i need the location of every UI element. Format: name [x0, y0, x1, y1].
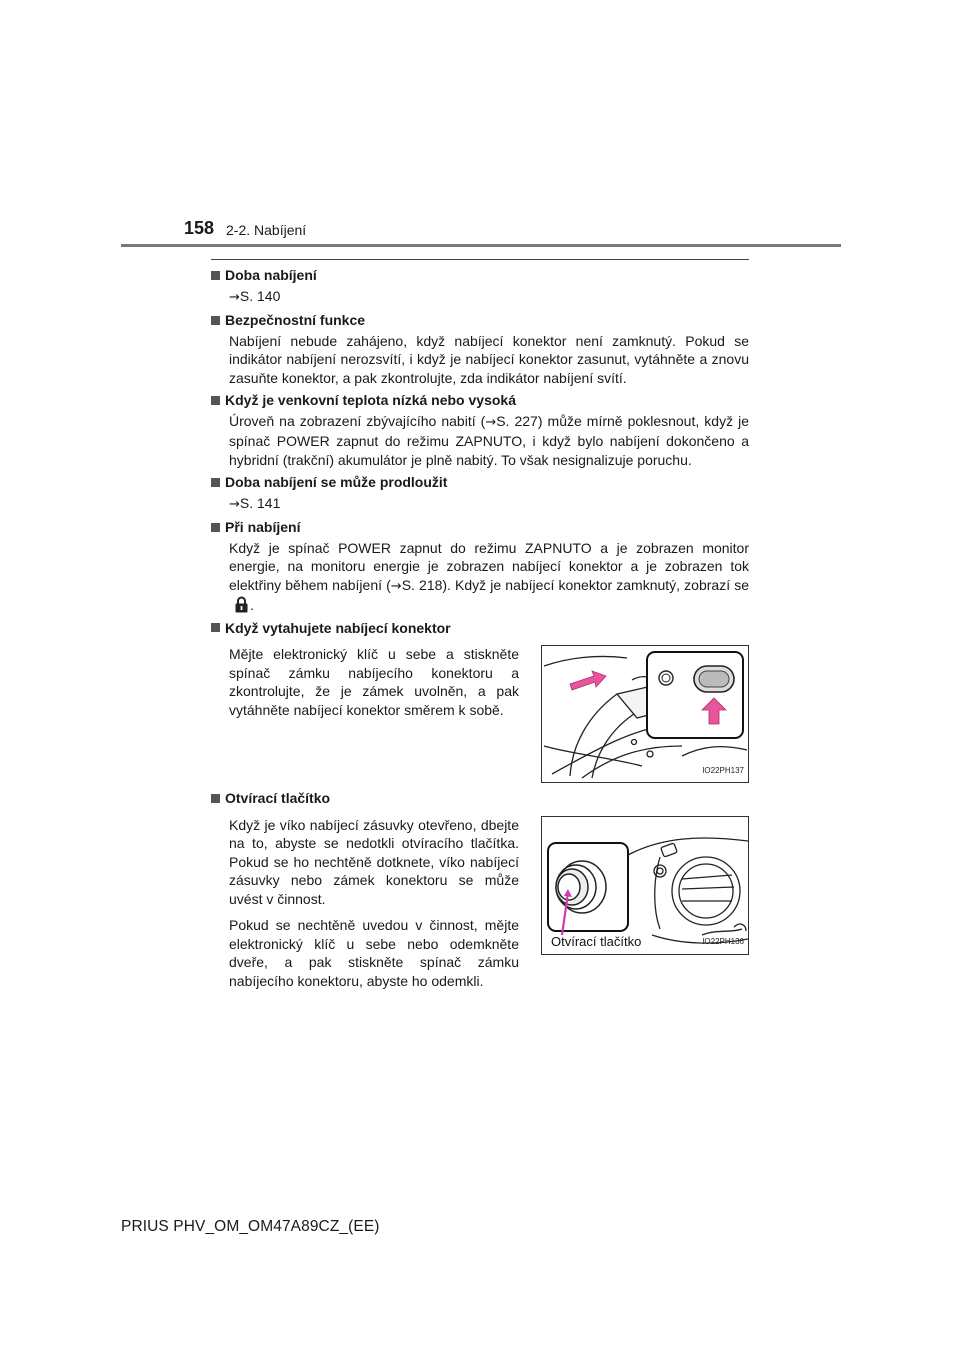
bullet-square-icon	[211, 478, 220, 487]
item-doba-prodlouzit	[211, 473, 749, 514]
header-rule	[121, 244, 841, 247]
arrow-right-icon: →	[229, 289, 240, 305]
figure-connector-unlock	[541, 645, 749, 783]
lock-icon	[235, 596, 248, 613]
item-title: Bezpečnostní funkce	[225, 312, 366, 328]
bullet-square-icon	[211, 523, 220, 532]
arrow-right-icon: →	[229, 496, 240, 512]
item-title: Když je venkovní teplota nízká nebo vysoká	[225, 392, 516, 408]
page-reference: →S. 140	[229, 287, 281, 305]
page-reference: →S. 141	[229, 494, 281, 512]
figure-opening-button	[541, 816, 749, 955]
item-doba-nabijeni	[211, 266, 749, 307]
page-number: 158	[184, 218, 215, 238]
section-title: 2-2. Nabíjení	[226, 222, 307, 238]
item-body: Nabíjení nebude zahájeno, když nabíjecí konektor není zamknutý. Pokud se indikátor nabíjení nerozsvítí, i když je nabíjecí konektor zasunut, vytáhněte a znovu zasuňte konektor, a pak zkontrolujte, zda indikátor nabíjení svítí.	[229, 332, 749, 386]
item-pri-nabijeni	[211, 518, 749, 615]
item-body: Úroveň na zobrazení zbývajícího nabití (→S. 227) může mírně poklesnout, když je spínač POWER zapnut do režimu ZAPNUTO, i když bylo nabíjení dokončeno a hybridní (trakční) akumulátor je plně nabitý. To však nesignalizuje poruchu.	[229, 412, 749, 468]
bullet-square-icon	[211, 623, 220, 632]
item-title: Doba nabíjení	[225, 267, 317, 283]
figure-code: IO22PH137	[702, 765, 744, 775]
content-rule	[211, 259, 749, 260]
item-bezpecnostni-funkce	[211, 311, 749, 387]
page-reference: S. 218	[401, 576, 443, 593]
footer-document-id: PRIUS PHV_OM_OM47A89CZ_(EE)	[121, 1218, 380, 1235]
item-title: Při nabíjení	[225, 519, 301, 535]
item-title: Když vytahujete nabíjecí konektor	[225, 619, 451, 636]
figure-callout: Otvírací tlačítko	[551, 934, 642, 949]
bullet-square-icon	[211, 316, 220, 325]
item-title: Doba nabíjení se může prodloužit	[225, 474, 448, 490]
item-title: Otvírací tlačítko	[225, 790, 331, 806]
item-body: Když je víko nabíjecí zásuvky otevřeno, dbejte na to, abyste se nedotkli otvíracího tlačítka. Pokud se ho nechtěně dotknete, víko nabíjecí zásuvky nebo zámek konektoru se může uvést v činnost. Pokud se nechtěně uvedou v činnost, mějte elektronický klíč u sebe nebo odemkněte dveře, a pak stiskněte spínač zámku nabíjecího konektoru, abyste ho odemkli.	[229, 816, 519, 989]
bullet-square-icon	[211, 271, 220, 280]
item-oteviraci-tlacitko	[211, 789, 749, 998]
content	[211, 266, 749, 1002]
figure-code: IO22PH136	[702, 937, 744, 946]
arrow-right-icon: →	[390, 578, 402, 594]
bullet-square-icon	[211, 794, 220, 803]
item-vytahujete-konektor	[211, 619, 749, 784]
item-body: Mějte elektronický klíč u sebe a stiskněte spínač zámku nabíjecího konektoru a zkontrolujte, že je zámek uvolněn, a pak vytáhněte nabíjecí konektor směrem k sobě.	[229, 646, 519, 718]
item-venkovni-teplota	[211, 391, 749, 469]
arrow-right-icon: →	[485, 414, 497, 430]
page-reference: S. 227	[496, 412, 538, 429]
bullet-square-icon	[211, 396, 220, 405]
item-body: Když je spínač POWER zapnut do režimu ZAPNUTO a je zobrazen monitor energie, na monitoru energie je zobrazen nabíjecí konektor a je zobrazen tok elektřiny během nabíjení (→S. 218). Když je nabíjecí konektor zamknutý, zobrazí se.	[229, 539, 749, 613]
